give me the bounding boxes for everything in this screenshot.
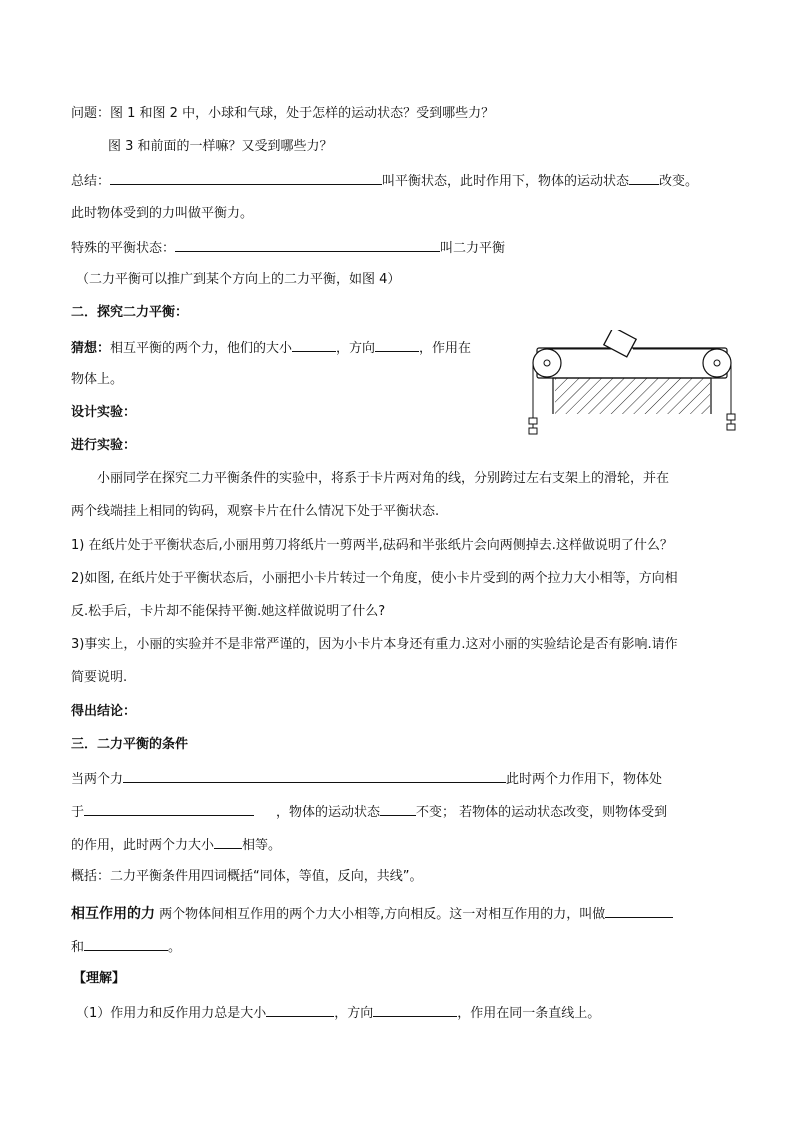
interaction-end: 。 [168,940,182,955]
blank-summary-1 [110,171,382,185]
guess-text-c: ，作用在 [419,341,472,356]
interaction-label: 相互作用的力 [71,906,155,922]
understand-1-c: ，作用在同一条直线上。 [457,1006,601,1021]
summary-text: 叫平衡状态，此时作用下，物体的运动状态 [382,174,630,189]
condition-line-2 [71,802,667,822]
summary-end: 改变。 [659,174,699,189]
blank-understand-2 [373,1003,457,1017]
condition-1-b: 此时两个力作用下，物体处 [506,772,663,787]
blank-condition-2 [84,802,254,816]
guess-text-b: ，方向 [336,341,376,356]
special-end: 叫二力平衡 [440,241,506,256]
experiment-apparatus-diagram [525,330,740,440]
special-label: 特殊的平衡状态： [71,241,176,256]
blank-interaction-2 [84,937,168,951]
blank-interaction-1 [605,904,673,918]
blank-summary-2 [629,171,659,185]
experiment-text-2: 两个线端挂上相同的钩码，观察卡片在什么情况下处于平衡状态. [71,504,440,519]
understand-1-b: ，方向 [334,1006,374,1021]
condition-1-a: 当两个力 [71,772,124,787]
point-3-b: 简要说明. [71,670,128,685]
experiment-text-1: 小丽同学在探究二力平衡条件的实验中，将系于卡片两对角的线，分别跨过左右支架上的滑轮，并在 [97,471,670,486]
point-2-a: 2)如图, 在纸片处于平衡状态后，小丽把小卡片转过一个角度，使小卡片受到的两个拉力大小相等，方向相 [71,571,678,586]
table-hatch [555,378,710,414]
section-3-title: 三．二力平衡的条件 [71,737,189,752]
blank-understand-1 [266,1003,334,1017]
left-weight [529,418,537,424]
blank-condition-1 [123,769,506,783]
section-2-title: 二．探究二力平衡： [71,305,189,320]
design-label: 设计实验： [71,405,137,420]
understand-heading: 【理解】 [73,971,126,986]
guess-label: 猜想： [71,341,111,356]
guess-text-a: 相互平衡的两个力，他们的大小 [110,341,293,356]
right-weight [727,414,735,420]
interaction-and: 和 [71,940,85,955]
condition-3-b: 相等。 [242,838,282,853]
point-2-b: 反.松手后，卡片却不能保持平衡.她这样做说明了什么? [71,604,386,619]
interaction-text: 两个物体间相互作用的两个力大小相等,方向相反。这一对相互作用的力，叫做 [155,907,606,922]
condition-2-b: ，物体的运动状态 [276,805,381,820]
blank-guess-1 [292,338,336,352]
question-1: 问题：图 1 和图 2 中，小球和气球，处于怎样的运动状态？受到哪些力？ [71,106,495,121]
blank-guess-2 [375,338,419,352]
blank-condition-3 [380,802,416,816]
blank-special [175,238,440,252]
blank-condition-4 [214,835,242,849]
question-2: 图 3 和前面的一样嘛？又受到哪些力？ [108,139,333,154]
summary-line-2: 此时物体受到的力叫做平衡力。 [71,206,254,221]
condition-3-a: 的作用，此时两个力大小 [71,838,215,853]
point-3-a: 3)事实上，小丽的实验并不是非常严谨的，因为小卡片本身还有重力.这对小丽的实验结论是否有影响.请作 [71,637,678,652]
interaction-line [71,904,673,924]
condition-2-c: 不变； 若物体的运动状态改变，则物体受到 [416,805,668,820]
understand-1-a: （1）作用力和反作用力总是大小 [76,1006,267,1021]
conclusion-label: 得出结论： [71,704,137,719]
summary-label: 总结： [71,174,111,189]
guess-line [71,338,471,358]
understand-line-1 [76,1003,600,1023]
conduct-label: 进行实验： [71,438,137,453]
table-top [537,348,727,378]
condition-line-1 [71,769,662,789]
summary-line [71,171,698,191]
special-line [71,238,505,258]
point-1: 1) 在纸片处于平衡状态后,小丽用剪刀将纸片一剪两半,砝码和半张纸片会向两侧掉去.这样做说明了什么？ [71,538,673,553]
condition-line-3 [71,835,281,855]
interaction-line-2 [71,937,181,957]
note-figure-4: （二力平衡可以推广到某个方向上的二力平衡，如图 4） [76,272,401,287]
guess-line-2: 物体上。 [71,372,124,387]
summary-words: 概括：二力平衡条件用四词概括“同体，等值，反向，共线”。 [71,869,423,884]
condition-2-a: 于 [71,805,85,820]
